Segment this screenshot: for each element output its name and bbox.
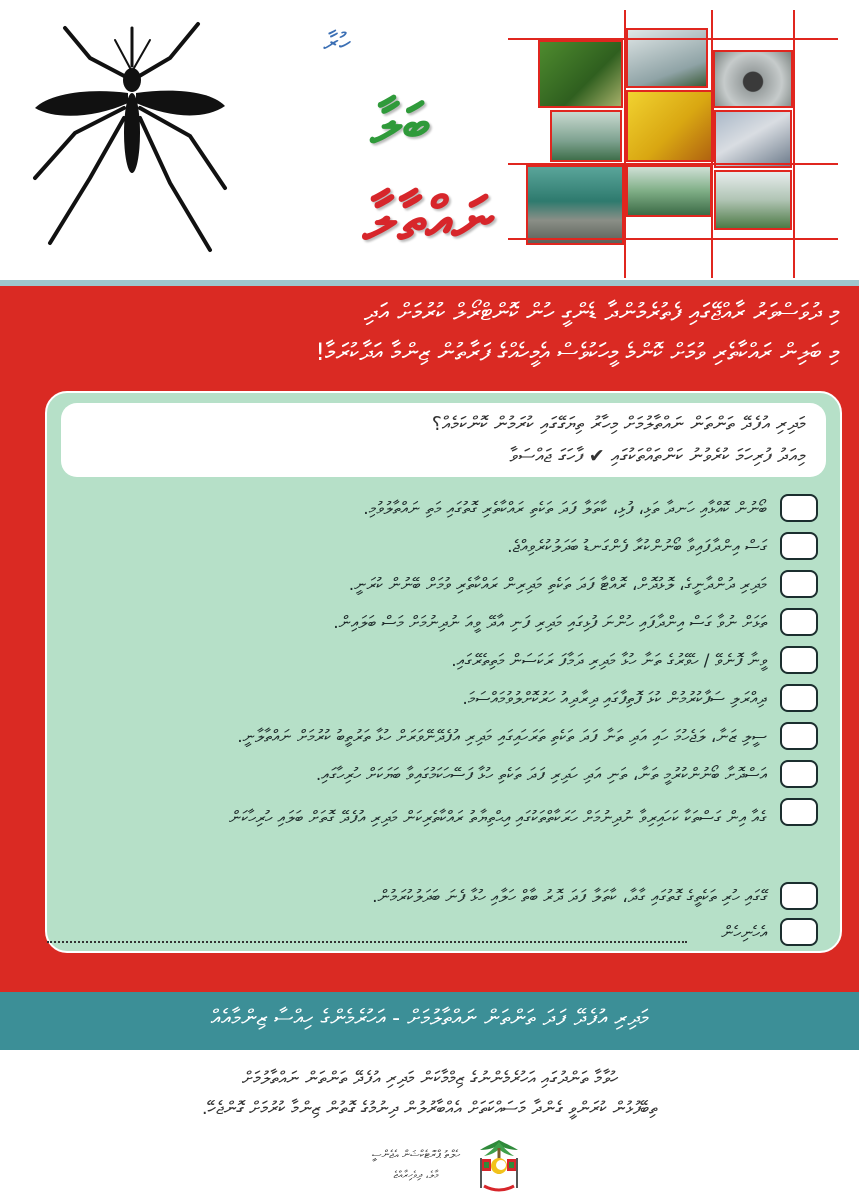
- breeding-site-photo-collage: [508, 10, 838, 278]
- photo-tires: [713, 50, 793, 108]
- checkbox-5[interactable]: [780, 646, 818, 674]
- checklist-question: މަދިރި އުފެދޭ ތަންތަން ނައްތާލުމަށް މިހާރު ތިޔަގޭގައި ކުރަމުން ކޮންކަމެއް؟: [431, 413, 806, 435]
- checkbox-other[interactable]: [780, 918, 818, 946]
- slogan-text: މަދިރި އުފެދޭ ފަދަ ތަންތަން ނައްތާލުމަށް - އަހުރެމެންގެ ހިއްސާ ޒިންމާއެއް: [210, 1006, 650, 1031]
- checkbox-6[interactable]: [780, 684, 818, 712]
- checklist-item-9: ގެއާ އިން ގަސްތަކާ ކަހައިރިވާ ނުދިނުމަށް ހަރަކާތްތަކުގައި އިޙްތިޔާތު ރައްކާތެރިކަން މަދިރި އުފެދޭ ގޮތަށް ބަލައި ހުރިހާކަން: [229, 808, 767, 828]
- question-box: [61, 403, 826, 477]
- footer-line-2: ތިބޭފުޅުން ކުރަންވީ ގެންދާ މަސައްކަތަށް އެއްބާރުލުން ދިނުމުގެ ގޮތުން ޒިންމާ ކުރުމަށް ގޮންޖެހޭ.: [201, 1098, 659, 1119]
- photo-pond: [626, 165, 712, 217]
- agency-name: ހެލްތު ޕްރޮޓެކްޝަން އެޖެންސީ: [371, 1148, 461, 1161]
- slogan-band: [0, 992, 859, 1050]
- photo-plant-bottle: [714, 170, 792, 230]
- checkbox-7[interactable]: [780, 722, 818, 750]
- collage-red-line: [508, 163, 838, 165]
- red-panel: [0, 286, 859, 992]
- intro-line-1: މި ދުވަސްވަރު ރާއްޖޭގައި ފެތުރެމުންދާ ޑެންގީ ހުން ކޮންޓްރޯލް ކުރުމަށް އަދި: [363, 298, 840, 326]
- collage-red-line: [711, 10, 713, 278]
- other-answer-line[interactable]: [47, 941, 687, 943]
- checkbox-3[interactable]: [780, 570, 818, 598]
- agency-location: މާލެ، ދިވެހިރާއްޖެ: [393, 1170, 439, 1181]
- footer-line-1: ހުވާމާ ތަންދުގައި އަހުރެމެންނުގެ ޒިމްމާކަން މަދިރި އުފެދޭ ތަންތަން ނައްތާލުމަށް: [242, 1068, 618, 1089]
- checklist-item-3: މަދިރި ދުންދާނީގެ، ލޮޅުދޮށް، ރޮއްޓާ ފަދަ ތަކެތި މަދިރިން ރައްކާތެރި ވުމަށް ބޭނުން ކުރަނީ.: [348, 575, 767, 595]
- checklist-item-2: ގަސް އިންދާފައިވާ ބޯނުންކުރާ ފެންގަނޑު ބަދަލުކުރެވިއްޖެ.: [507, 537, 767, 557]
- title-line-3: ނައްތާލާ: [362, 185, 495, 255]
- checklist-item-10: ގޭގައި ހުރި ތަކެތީގެ ގޮތުގައި ގާދާ، ކާތަލާ ފަދަ ދޮރު ބާތް ހަލާއި ހުޅާ ފެނަ ބަދަލުކުރަމުން.: [372, 887, 767, 907]
- poster-title: [240, 20, 495, 270]
- checkbox-8[interactable]: [780, 760, 818, 788]
- collage-red-line: [624, 10, 626, 278]
- title-line-1: ހުރާ: [323, 28, 350, 58]
- checkbox-9[interactable]: [780, 798, 818, 826]
- checklist-item-6: ދިއްރަލި ސަފާކުރުމުން ކުޅަ ފޮތިފާގައި ދިރާދިއު ހަރުކޮށްލުވުމައްސަމަ.: [462, 689, 767, 709]
- checklist-instruction: މިއަދު ފުރިހަމަ ކުރެވުނު ކަންތައްތަކުގައި ✔ ފާހަގަ ޖައްސަވާ: [509, 445, 806, 467]
- checkbox-4[interactable]: [780, 608, 818, 636]
- photo-white-tank: [626, 28, 708, 88]
- collage-red-line: [508, 238, 838, 240]
- collage-red-line: [793, 10, 795, 278]
- checkbox-2[interactable]: [780, 532, 818, 560]
- checklist-item-1: ބޯނުން ކޮއްޅާއި ހަނދާ ތަޅި، ފުޅި، ކާތަލާ ފަދަ ތަކެތި ރައްކާތެރި ގޮތުގައި މަތި ނައްތާލުވުމި.: [363, 499, 767, 519]
- checklist-item-other: އެހެނިހެން: [721, 923, 767, 943]
- intro-line-2: މި ބަލިން ރައްކާތެރި ވުމަށް ކޮންމެ މީހަކުވެސް އެމީހެއްގެ ފަރާތުން ޒިންމާ އަދާކުރަމާ!: [315, 338, 840, 366]
- checklist-item-4: ތަޅަށް ނުވާ ގަސް އިންދާފައި ހުންނަ ފުޅިގައި މަދިރި ފަނި އާދޭ ވީއަ ނުދިނުމަށް މަސް ބަލައިން.: [333, 613, 767, 633]
- collage-red-line: [508, 38, 838, 40]
- checklist-panel: [45, 391, 842, 953]
- poster-header: [0, 0, 859, 280]
- photo-bottles: [714, 110, 792, 168]
- checklist-item-7: ސީލި ޒަނާ، ލަޖެހުމަ ހައި އަދި ތަނާ ފަދަ ތަކެތި ތަރަހައިގައި މަދިރި އުފެދޭނޭވަރަށް ހުޅާ ތަރުތީބު ކުރުމަށް ނައްތާލާނީ.: [237, 727, 767, 747]
- title-line-2: ބަލާ: [370, 92, 430, 157]
- checklist-item-5: ވީނާ ފޮނެވޭ / ހެވޭރުގެ ތަނާ ހުޅާ މަދިރި ދަމާފަ ރަކަސަން މަތިތެރޭގައި.: [451, 651, 767, 671]
- checkbox-1[interactable]: [780, 494, 818, 522]
- emblem-icon: [474, 1136, 524, 1196]
- photo-yellow-jerrycan: [626, 90, 714, 162]
- checklist-item-8: އަސްދޮށާ ބޯނުންކުރުމީ ތަނާ، ތަނި އަދި ހަދިރި ފަދަ ތަކެތި ހުޅާ ފަސޭހަކަމުގައިވާ ބަޔަކަށް ހުރިހާގައި.: [315, 765, 767, 785]
- photo-green-roof: [526, 165, 624, 245]
- photo-plant-pot: [538, 40, 623, 108]
- mosquito-icon: [20, 18, 245, 258]
- photo-containers: [550, 110, 622, 162]
- checkbox-10[interactable]: [780, 882, 818, 910]
